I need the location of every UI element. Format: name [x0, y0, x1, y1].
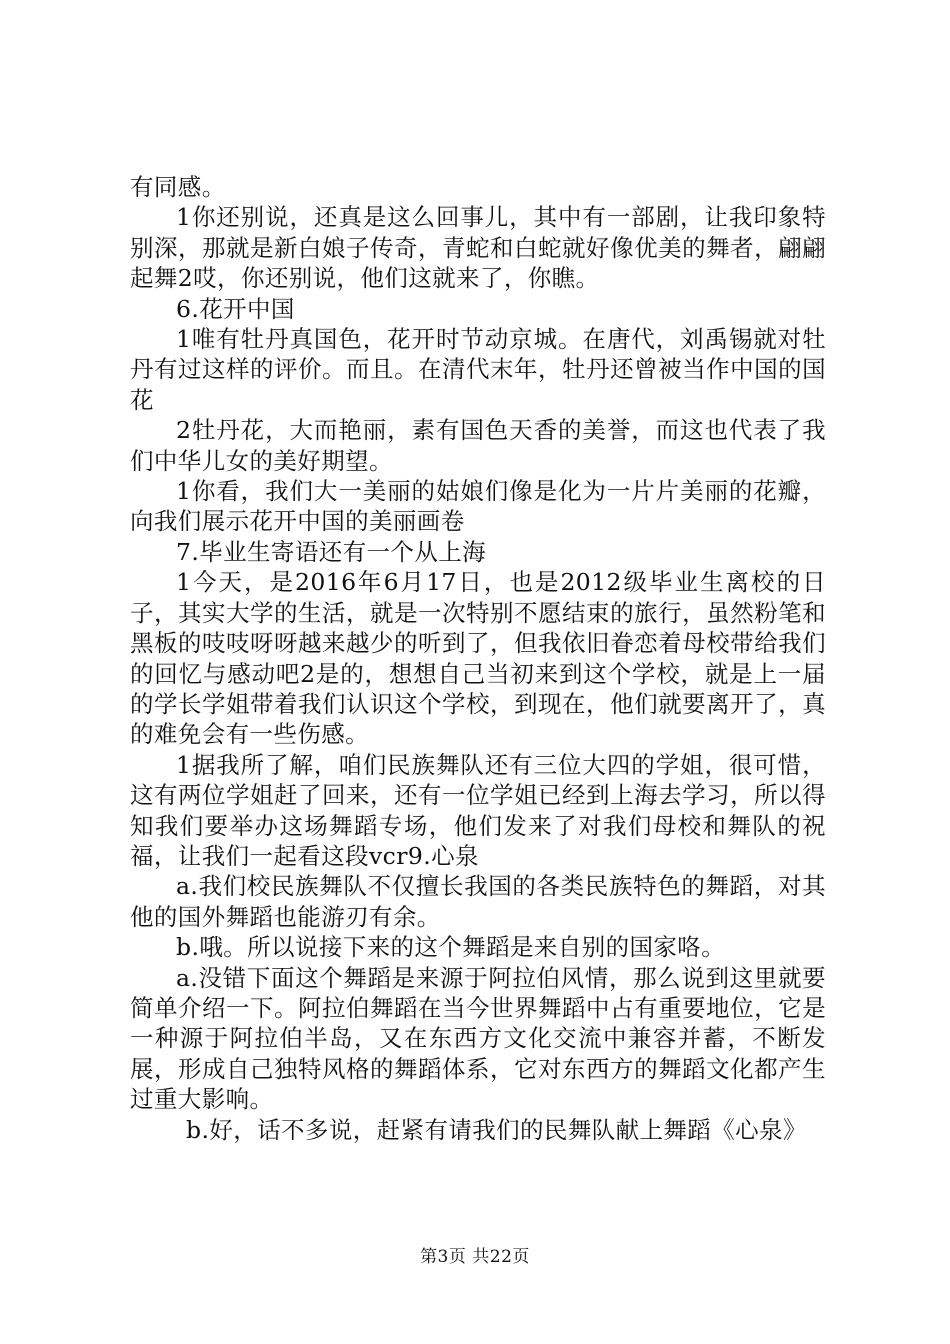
- paragraph: b.哦。所以说接下来的这个舞蹈是来自别的国家咯。: [176, 933, 726, 962]
- section-heading: 7.毕业生寄语还有一个从上海: [176, 537, 487, 566]
- paragraph: b.好，话不多说，赶紧有请我们的民舞队献上舞蹈《心泉》: [186, 1115, 807, 1144]
- paragraph: 1唯有牡丹真国色，花开时节动京城。在唐代，刘禹锡就对牡丹有过这样的评价。而且。在清代末年，牡丹还曾被当作中国的国花: [130, 325, 826, 414]
- paragraph: 1今天，是2016年6月17日，也是2012级毕业生离校的日子，其实大学的生活，就是一次特别不愿结束的旅行，虽然粉笔和黑板的吱吱呀呀越来越少的听到了，但我依旧眷恋着母校带给我们的回忆与感动吧2是的，想想自己当初来到这个学校，就是上一届的学长学姐带着我们认识这个学校，到现在，他们就要离开了，真的难免会有一些伤感。: [130, 568, 826, 749]
- paragraph: a.没错下面这个舞蹈是来源于阿拉伯风情，那么说到这里就要简单介绍一下。阿拉伯舞蹈在当今世界舞蹈中占有重要地位，它是一种源于阿拉伯半岛，又在东西方文化交流中兼容并蓄，不断发展，形成自己独特风格的舞蹈体系，它对东西方的舞蹈文化都产生过重大影响。: [130, 963, 826, 1114]
- paragraph: 2牡丹花，大而艳丽，素有国色天香的美誉，而这也代表了我们中华儿女的美好期望。: [130, 416, 826, 475]
- paragraph: a.我们校民族舞队不仅擅长我国的各类民族特色的舞蹈，对其他的国外舞蹈也能游刃有余。: [130, 872, 826, 931]
- paragraph: 1你还别说，还真是这么回事儿，其中有一部剧，让我印象特别深，那就是新白娘子传奇，青蛇和白蛇就好像优美的舞者，翩翩起舞2哎，你还别说，他们这就来了，你瞧。: [130, 203, 826, 293]
- paragraph: 1你看，我们大一美丽的姑娘们像是化为一片片美丽的花瓣，向我们展示花开中国的美丽画卷: [130, 477, 826, 536]
- page-number-footer: 第3页 共22页: [420, 1247, 530, 1267]
- paragraph: 有同感。: [130, 173, 226, 201]
- section-heading: 6.花开中国: [176, 294, 295, 323]
- document-body: [130, 172, 826, 1145]
- paragraph: 1据我所了解，咱们民族舞队还有三位大四的学姐，很可惜，这有两位学姐赶了回来，还有一位学姐已经到上海去学习，所以得知我们要举办这场舞蹈专场，他们发来了对我们母校和舞队的祝福，让我们一起看这段vcr9.心泉: [130, 750, 826, 870]
